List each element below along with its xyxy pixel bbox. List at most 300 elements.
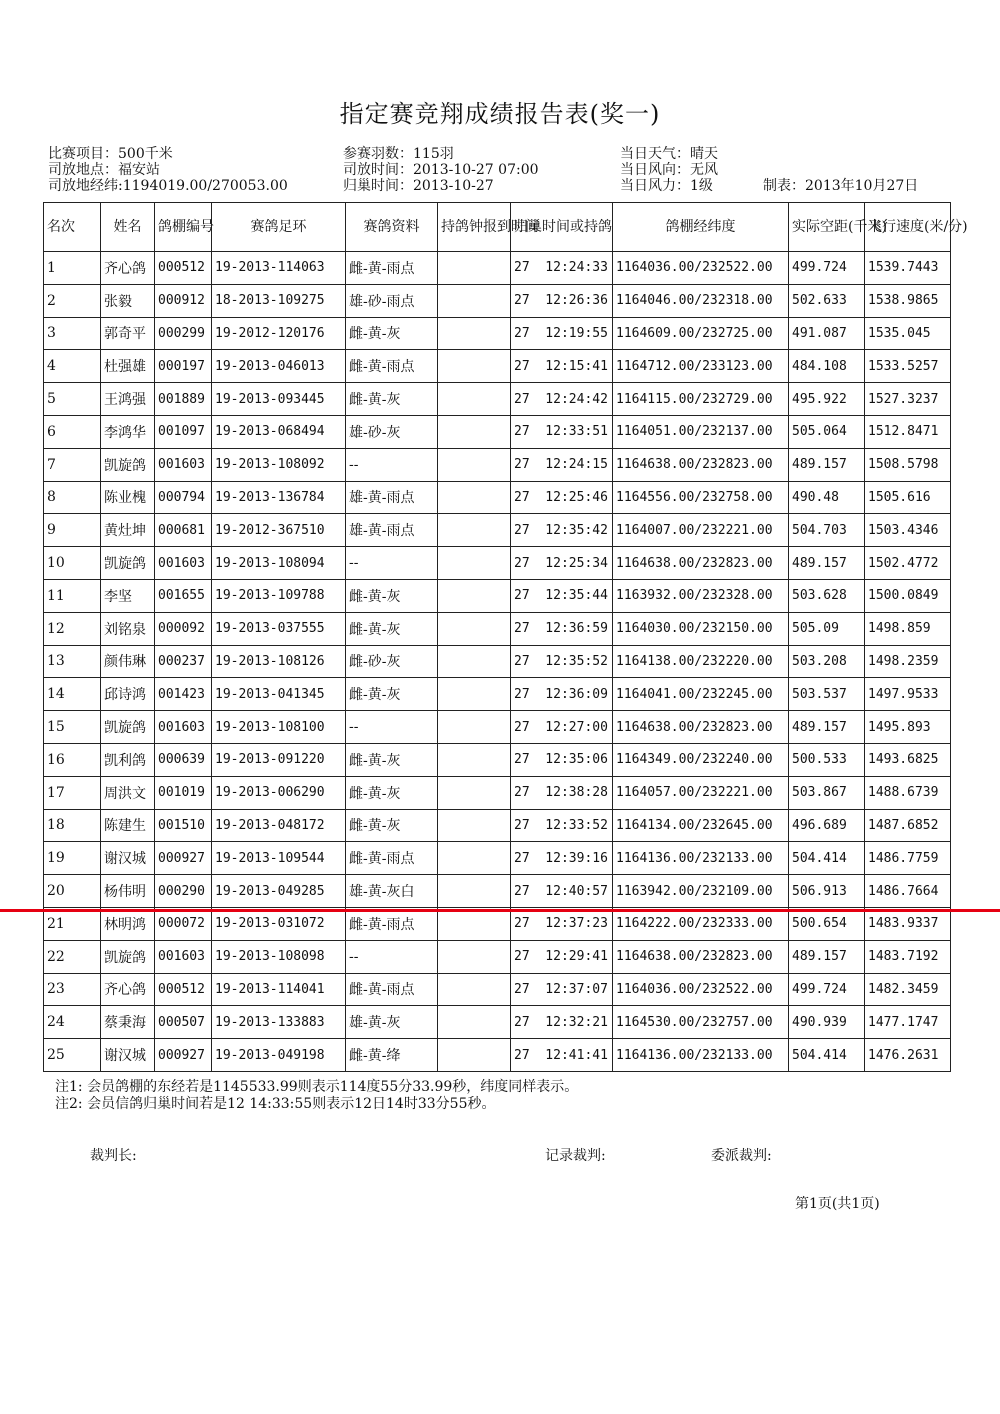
- cell-name: 林明鸿: [101, 907, 155, 940]
- cell-rank: 8: [44, 481, 101, 514]
- cell-pigeon-info: 雌-黄-灰: [346, 579, 438, 612]
- cell-return-time: 27 12:40:57: [511, 875, 613, 908]
- cell-ring: 19-2013-093445: [212, 383, 346, 416]
- cell-pigeon-info: 雌-黄-灰: [346, 743, 438, 776]
- cell-distance: 489.157: [789, 448, 865, 481]
- cell-speed: 1527.3237: [865, 383, 951, 416]
- cell-clock-time: [438, 809, 511, 842]
- cell-rank: 20: [44, 875, 101, 908]
- cell-rank: 7: [44, 448, 101, 481]
- cell-distance: 500.654: [789, 907, 865, 940]
- cell-speed: 1497.9533: [865, 678, 951, 711]
- cell-loft-coords: 1164638.00/232823.00: [613, 940, 789, 973]
- cell-rank: 1: [44, 252, 101, 285]
- cell-loft-coords: 1164638.00/232823.00: [613, 448, 789, 481]
- cell-rank: 2: [44, 284, 101, 317]
- cell-pigeon-info: 雌-黄-雨点: [346, 252, 438, 285]
- info-race-distance: 比赛项目：500千米: [48, 146, 173, 162]
- cell-distance: 495.922: [789, 383, 865, 416]
- table-row: [44, 940, 951, 973]
- cell-loft-id: 000290: [155, 875, 212, 908]
- header-pigeon-info: 赛鸽资料: [346, 203, 438, 252]
- cell-return-time: 27 12:35:06: [511, 743, 613, 776]
- cell-distance: 503.867: [789, 776, 865, 809]
- cell-speed: 1495.893: [865, 711, 951, 744]
- cell-pigeon-info: 雌-黄-灰: [346, 809, 438, 842]
- cell-ring: 19-2013-108094: [212, 547, 346, 580]
- table-row: [44, 579, 951, 612]
- cell-return-time: 27 12:19:55: [511, 317, 613, 350]
- cell-loft-id: 000092: [155, 612, 212, 645]
- cell-return-time: 27 12:35:42: [511, 514, 613, 547]
- cell-pigeon-info: 雄-砂-雨点: [346, 284, 438, 317]
- cell-return-time: 27 12:37:23: [511, 907, 613, 940]
- cell-loft-id: 001097: [155, 415, 212, 448]
- cell-clock-time: [438, 448, 511, 481]
- cell-return-time: 27 12:27:00: [511, 711, 613, 744]
- cell-return-time: 27 12:24:33: [511, 252, 613, 285]
- cell-ring: 19-2013-108100: [212, 711, 346, 744]
- table-row: [44, 842, 951, 875]
- cell-ring: 19-2013-031072: [212, 907, 346, 940]
- cell-pigeon-info: 雌-黄-灰: [346, 678, 438, 711]
- cell-name: 黄灶坤: [101, 514, 155, 547]
- header-loft-id: 鸽棚编号: [155, 203, 212, 252]
- table-row: [44, 547, 951, 580]
- cell-return-time: 27 12:33:51: [511, 415, 613, 448]
- cell-loft-coords: 1164041.00/232245.00: [613, 678, 789, 711]
- cell-speed: 1539.7443: [865, 252, 951, 285]
- header-return-time: 归巢时间或持鸽: [511, 203, 613, 252]
- cell-loft-id: 000927: [155, 842, 212, 875]
- cell-ring: 19-2013-041345: [212, 678, 346, 711]
- cell-pigeon-info: 雌-砂-灰: [346, 645, 438, 678]
- table-row: [44, 743, 951, 776]
- cell-ring: 19-2013-046013: [212, 350, 346, 383]
- cell-pigeon-info: 雌-黄-雨点: [346, 907, 438, 940]
- cell-rank: 21: [44, 907, 101, 940]
- cell-rank: 10: [44, 547, 101, 580]
- table-row: [44, 809, 951, 842]
- cell-clock-time: [438, 612, 511, 645]
- cell-ring: 19-2013-108092: [212, 448, 346, 481]
- cell-pigeon-info: --: [346, 448, 438, 481]
- cell-ring: 19-2013-048172: [212, 809, 346, 842]
- cell-clock-time: [438, 284, 511, 317]
- cell-pigeon-info: 雄-黄-灰: [346, 1006, 438, 1039]
- cell-name: 邱诗鸿: [101, 678, 155, 711]
- cell-ring: 19-2013-091220: [212, 743, 346, 776]
- cell-rank: 18: [44, 809, 101, 842]
- cell-name: 郭奇平: [101, 317, 155, 350]
- cell-speed: 1482.3459: [865, 973, 951, 1006]
- cell-pigeon-info: 雄-黄-灰白: [346, 875, 438, 908]
- info-return-date: 归巢时间：2013-10-27: [343, 178, 494, 194]
- cell-ring: 19-2013-114063: [212, 252, 346, 285]
- cell-pigeon-info: 雌-黄-灰: [346, 776, 438, 809]
- header-ring: 赛鸽足环: [212, 203, 346, 252]
- cell-loft-coords: 1163942.00/232109.00: [613, 875, 789, 908]
- cell-speed: 1476.2631: [865, 1039, 951, 1072]
- cell-name: 凯旋鸽: [101, 711, 155, 744]
- cell-pigeon-info: 雌-黄-雨点: [346, 842, 438, 875]
- cell-pigeon-info: 雄-砂-灰: [346, 415, 438, 448]
- cell-name: 颜伟琳: [101, 645, 155, 678]
- cell-loft-coords: 1164530.00/232757.00: [613, 1006, 789, 1039]
- cell-speed: 1512.8471: [865, 415, 951, 448]
- cell-clock-time: [438, 350, 511, 383]
- cell-name: 陈建生: [101, 809, 155, 842]
- info-release-site: 司放地点：福安站: [48, 162, 160, 178]
- cell-return-time: 27 12:39:16: [511, 842, 613, 875]
- cell-rank: 6: [44, 415, 101, 448]
- cell-speed: 1502.4772: [865, 547, 951, 580]
- signature-appointed-judge: 委派裁判:: [711, 1148, 772, 1164]
- cell-return-time: 27 12:32:21: [511, 1006, 613, 1039]
- header-loft-coords: 鸽棚经纬度: [613, 203, 789, 252]
- cell-name: 齐心鸽: [101, 252, 155, 285]
- cell-loft-coords: 1164134.00/232645.00: [613, 809, 789, 842]
- cell-return-time: 27 12:26:36: [511, 284, 613, 317]
- info-wind-force: 当日风力：1级: [620, 178, 713, 194]
- cell-loft-coords: 1164638.00/232823.00: [613, 711, 789, 744]
- cell-name: 杜强雄: [101, 350, 155, 383]
- cell-name: 王鸿强: [101, 383, 155, 416]
- cell-speed: 1493.6825: [865, 743, 951, 776]
- cell-pigeon-info: 雄-黄-雨点: [346, 514, 438, 547]
- cell-distance: 504.414: [789, 842, 865, 875]
- cell-distance: 491.087: [789, 317, 865, 350]
- cell-clock-time: [438, 842, 511, 875]
- cell-name: 谢汉城: [101, 842, 155, 875]
- info-weather: 当日天气：晴天: [620, 146, 718, 162]
- cell-rank: 24: [44, 1006, 101, 1039]
- table-row: [44, 1006, 951, 1039]
- cell-loft-id: 001423: [155, 678, 212, 711]
- cell-rank: 23: [44, 973, 101, 1006]
- cell-clock-time: [438, 1006, 511, 1039]
- cell-distance: 504.414: [789, 1039, 865, 1072]
- cell-loft-coords: 1164051.00/232137.00: [613, 415, 789, 448]
- table-row: [44, 776, 951, 809]
- cell-loft-coords: 1164222.00/232333.00: [613, 907, 789, 940]
- cell-rank: 5: [44, 383, 101, 416]
- cell-ring: 18-2013-109275: [212, 284, 346, 317]
- cell-loft-id: 000912: [155, 284, 212, 317]
- cell-pigeon-info: 雌-黄-灰: [346, 317, 438, 350]
- table-row: [44, 875, 951, 908]
- cell-pigeon-info: --: [346, 711, 438, 744]
- cell-clock-time: [438, 481, 511, 514]
- cell-name: 凯利鸽: [101, 743, 155, 776]
- cell-pigeon-info: --: [346, 940, 438, 973]
- info-release-coords: 司放地经纬:1194019.00/270053.00: [48, 178, 288, 194]
- cell-loft-coords: 1164349.00/232240.00: [613, 743, 789, 776]
- table-header-row: [44, 203, 951, 252]
- cell-loft-coords: 1164115.00/232729.00: [613, 383, 789, 416]
- cell-distance: 500.533: [789, 743, 865, 776]
- cell-loft-id: 001603: [155, 711, 212, 744]
- cell-loft-coords: 1164030.00/232150.00: [613, 612, 789, 645]
- header-clock-time: 持鸽钟报到时间: [438, 203, 511, 252]
- cell-name: 李坚: [101, 579, 155, 612]
- cell-distance: 489.157: [789, 711, 865, 744]
- cell-rank: 15: [44, 711, 101, 744]
- cell-clock-time: [438, 973, 511, 1006]
- cell-return-time: 27 12:33:52: [511, 809, 613, 842]
- cell-speed: 1483.9337: [865, 907, 951, 940]
- table-row: [44, 383, 951, 416]
- cell-loft-coords: 1164046.00/232318.00: [613, 284, 789, 317]
- cell-return-time: 27 12:25:34: [511, 547, 613, 580]
- cell-return-time: 27 12:36:09: [511, 678, 613, 711]
- cell-rank: 12: [44, 612, 101, 645]
- cell-loft-id: 001889: [155, 383, 212, 416]
- cell-rank: 19: [44, 842, 101, 875]
- cell-distance: 503.208: [789, 645, 865, 678]
- cell-return-time: 27 12:41:41: [511, 1039, 613, 1072]
- cell-clock-time: [438, 743, 511, 776]
- cell-rank: 9: [44, 514, 101, 547]
- cell-ring: 19-2013-109788: [212, 579, 346, 612]
- header-distance: 实际空距(千米): [789, 203, 865, 252]
- cell-clock-time: [438, 1039, 511, 1072]
- cell-ring: 19-2013-133883: [212, 1006, 346, 1039]
- cell-speed: 1487.6852: [865, 809, 951, 842]
- note-2: 注2: 会员信鸽归巢时间若是12 14:33:55则表示12日14时33分55秒。: [55, 1096, 496, 1112]
- table-row: [44, 514, 951, 547]
- cell-loft-coords: 1164136.00/232133.00: [613, 1039, 789, 1072]
- cell-speed: 1477.1747: [865, 1006, 951, 1039]
- cell-speed: 1533.5257: [865, 350, 951, 383]
- cell-pigeon-info: 雌-黄-雨点: [346, 973, 438, 1006]
- cell-pigeon-info: 雌-黄-雨点: [346, 350, 438, 383]
- cell-loft-id: 000681: [155, 514, 212, 547]
- table-row: [44, 612, 951, 645]
- table-row: [44, 711, 951, 744]
- cell-return-time: 27 12:24:15: [511, 448, 613, 481]
- cell-ring: 19-2013-006290: [212, 776, 346, 809]
- cell-loft-coords: 1164136.00/232133.00: [613, 842, 789, 875]
- cell-ring: 19-2013-109544: [212, 842, 346, 875]
- notes: [55, 1079, 578, 1113]
- cell-return-time: 27 12:38:28: [511, 776, 613, 809]
- cell-distance: 499.724: [789, 252, 865, 285]
- cell-rank: 14: [44, 678, 101, 711]
- cell-clock-time: [438, 547, 511, 580]
- table-row: [44, 481, 951, 514]
- cell-distance: 489.157: [789, 547, 865, 580]
- signature-recording-judge: 记录裁判:: [545, 1148, 606, 1164]
- cell-pigeon-info: --: [346, 547, 438, 580]
- cell-distance: 506.913: [789, 875, 865, 908]
- cell-clock-time: [438, 907, 511, 940]
- cell-loft-coords: 1164036.00/232522.00: [613, 973, 789, 1006]
- red-divider-line: [0, 909, 1000, 912]
- cell-return-time: 27 12:24:42: [511, 383, 613, 416]
- cell-clock-time: [438, 383, 511, 416]
- table-row: [44, 317, 951, 350]
- cell-name: 刘铭泉: [101, 612, 155, 645]
- page-number: 第1页(共1页): [795, 1196, 880, 1212]
- table-row: [44, 415, 951, 448]
- cell-ring: 19-2013-068494: [212, 415, 346, 448]
- cell-rank: 13: [44, 645, 101, 678]
- header-rank: 名次: [44, 203, 101, 252]
- cell-name: 凯旋鸽: [101, 940, 155, 973]
- cell-speed: 1483.7192: [865, 940, 951, 973]
- table-row: [44, 973, 951, 1006]
- cell-loft-id: 001603: [155, 940, 212, 973]
- cell-name: 张毅: [101, 284, 155, 317]
- cell-speed: 1488.6739: [865, 776, 951, 809]
- header-name: 姓名: [101, 203, 155, 252]
- cell-clock-time: [438, 514, 511, 547]
- cell-ring: 19-2013-108098: [212, 940, 346, 973]
- cell-clock-time: [438, 645, 511, 678]
- results-table: [43, 202, 968, 1072]
- cell-clock-time: [438, 317, 511, 350]
- cell-ring: 19-2013-136784: [212, 481, 346, 514]
- cell-speed: 1508.5798: [865, 448, 951, 481]
- cell-loft-coords: 1164007.00/232221.00: [613, 514, 789, 547]
- table-row: [44, 1039, 951, 1072]
- table-row: [44, 350, 951, 383]
- cell-loft-id: 001603: [155, 547, 212, 580]
- cell-name: 齐心鸽: [101, 973, 155, 1006]
- cell-name: 周洪文: [101, 776, 155, 809]
- cell-loft-id: 000299: [155, 317, 212, 350]
- cell-speed: 1486.7759: [865, 842, 951, 875]
- note-1: 注1: 会员鸽棚的东经若是1145533.99则表示114度55分33.99秒，纬度同样表示。: [55, 1079, 579, 1095]
- cell-distance: 490.48: [789, 481, 865, 514]
- cell-distance: 504.703: [789, 514, 865, 547]
- info-prepared-date: 制表：2013年10月27日: [763, 178, 919, 194]
- table-row: [44, 252, 951, 285]
- signature-chief-judge: 裁判长:: [90, 1148, 137, 1164]
- cell-loft-id: 000927: [155, 1039, 212, 1072]
- cell-loft-coords: 1164609.00/232725.00: [613, 317, 789, 350]
- cell-ring: 19-2012-367510: [212, 514, 346, 547]
- cell-loft-coords: 1164712.00/233123.00: [613, 350, 789, 383]
- cell-pigeon-info: 雌-黄-灰: [346, 383, 438, 416]
- cell-rank: 4: [44, 350, 101, 383]
- cell-clock-time: [438, 776, 511, 809]
- cell-speed: 1535.045: [865, 317, 951, 350]
- cell-distance: 503.628: [789, 579, 865, 612]
- cell-loft-id: 000072: [155, 907, 212, 940]
- cell-speed: 1498.859: [865, 612, 951, 645]
- cell-clock-time: [438, 252, 511, 285]
- cell-rank: 3: [44, 317, 101, 350]
- cell-loft-id: 000507: [155, 1006, 212, 1039]
- cell-name: 陈业槐: [101, 481, 155, 514]
- cell-loft-id: 000197: [155, 350, 212, 383]
- cell-loft-id: 000512: [155, 973, 212, 1006]
- cell-loft-id: 001019: [155, 776, 212, 809]
- cell-ring: 19-2012-120176: [212, 317, 346, 350]
- cell-clock-time: [438, 415, 511, 448]
- cell-distance: 505.064: [789, 415, 865, 448]
- cell-return-time: 27 12:29:41: [511, 940, 613, 973]
- cell-distance: 496.689: [789, 809, 865, 842]
- cell-pigeon-info: 雌-黄-绛: [346, 1039, 438, 1072]
- cell-loft-id: 000794: [155, 481, 212, 514]
- cell-clock-time: [438, 940, 511, 973]
- cell-rank: 11: [44, 579, 101, 612]
- cell-name: 谢汉城: [101, 1039, 155, 1072]
- table-row: [44, 448, 951, 481]
- report-title: 指定赛竞翔成绩报告表(奖一): [339, 100, 661, 128]
- cell-return-time: 27 12:35:44: [511, 579, 613, 612]
- cell-name: 蔡秉海: [101, 1006, 155, 1039]
- cell-name: 李鸿华: [101, 415, 155, 448]
- cell-speed: 1538.9865: [865, 284, 951, 317]
- cell-speed: 1503.4346: [865, 514, 951, 547]
- cell-clock-time: [438, 875, 511, 908]
- table-row: [44, 645, 951, 678]
- info-release-time: 司放时间：2013-10-27 07:00: [343, 162, 539, 178]
- info-wind-direction: 当日风向：无风: [620, 162, 718, 178]
- cell-loft-id: 000237: [155, 645, 212, 678]
- cell-loft-coords: 1164638.00/232823.00: [613, 547, 789, 580]
- cell-distance: 484.108: [789, 350, 865, 383]
- cell-loft-coords: 1164556.00/232758.00: [613, 481, 789, 514]
- cell-loft-coords: 1164057.00/232221.00: [613, 776, 789, 809]
- cell-return-time: 27 12:25:46: [511, 481, 613, 514]
- cell-return-time: 27 12:15:41: [511, 350, 613, 383]
- cell-name: 凯旋鸽: [101, 547, 155, 580]
- cell-speed: 1505.616: [865, 481, 951, 514]
- cell-ring: 19-2013-114041: [212, 973, 346, 1006]
- cell-loft-coords: 1164138.00/232220.00: [613, 645, 789, 678]
- cell-name: 凯旋鸽: [101, 448, 155, 481]
- cell-loft-id: 001510: [155, 809, 212, 842]
- cell-distance: 490.939: [789, 1006, 865, 1039]
- cell-distance: 503.537: [789, 678, 865, 711]
- cell-rank: 16: [44, 743, 101, 776]
- cell-speed: 1500.0849: [865, 579, 951, 612]
- cell-pigeon-info: 雌-黄-灰: [346, 612, 438, 645]
- cell-loft-coords: 1163932.00/232328.00: [613, 579, 789, 612]
- cell-ring: 19-2013-108126: [212, 645, 346, 678]
- cell-distance: 489.157: [789, 940, 865, 973]
- cell-distance: 499.724: [789, 973, 865, 1006]
- cell-loft-id: 001655: [155, 579, 212, 612]
- cell-loft-id: 001603: [155, 448, 212, 481]
- cell-rank: 25: [44, 1039, 101, 1072]
- cell-return-time: 27 12:36:59: [511, 612, 613, 645]
- cell-name: 杨伟明: [101, 875, 155, 908]
- cell-distance: 505.09: [789, 612, 865, 645]
- cell-speed: 1498.2359: [865, 645, 951, 678]
- table-row: [44, 284, 951, 317]
- cell-ring: 19-2013-049198: [212, 1039, 346, 1072]
- info-entries: 参赛羽数：115羽: [343, 146, 454, 162]
- cell-clock-time: [438, 711, 511, 744]
- cell-loft-id: 000639: [155, 743, 212, 776]
- table-row: [44, 678, 951, 711]
- cell-ring: 19-2013-049285: [212, 875, 346, 908]
- cell-loft-id: 000512: [155, 252, 212, 285]
- cell-ring: 19-2013-037555: [212, 612, 346, 645]
- header-speed: 飞行速度(米/分): [865, 203, 951, 252]
- cell-distance: 502.633: [789, 284, 865, 317]
- cell-pigeon-info: 雄-黄-雨点: [346, 481, 438, 514]
- table-row: [44, 907, 951, 940]
- cell-speed: 1486.7664: [865, 875, 951, 908]
- cell-clock-time: [438, 678, 511, 711]
